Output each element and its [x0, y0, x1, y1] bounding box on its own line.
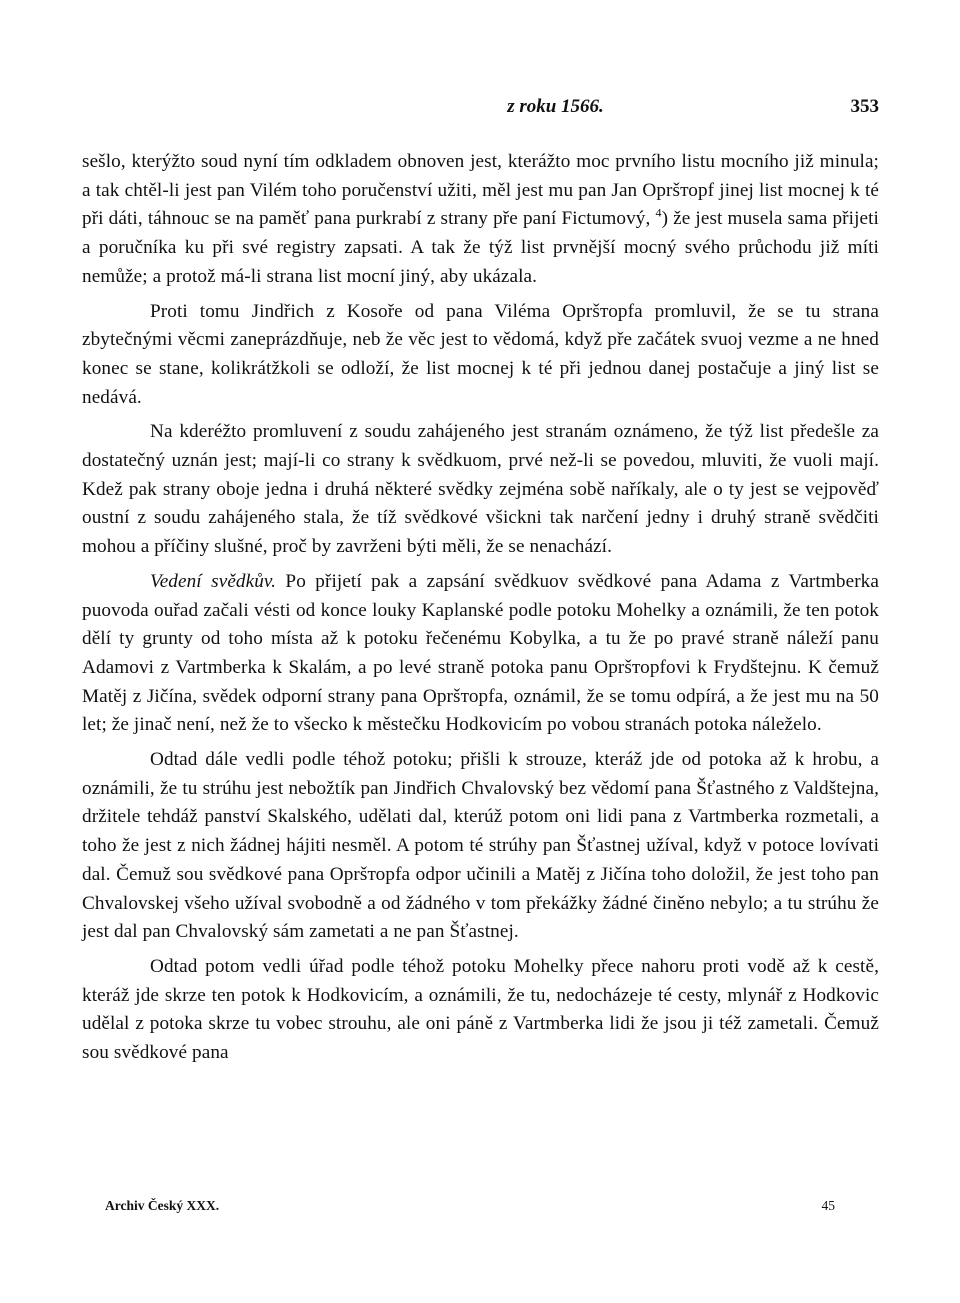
page-number: 353: [850, 96, 879, 117]
paragraph: [82, 746, 879, 947]
paragraph: [82, 418, 879, 562]
running-header: [82, 96, 879, 126]
paragraph-text: Po přijetí pak a zapsání svědkuov svědkové pana Adama z Vartmberka puovoda ouřad začali vésti od konce louky Kaplanské podle potoku Mohelky a oznámili, že ten potok dělí ty grunty od toho místa až k potoku řečenému Kobylka, a tu že po pravé straně náleží panu Adamovi z Vartmberka k Skalám, a po levé straně potoka panu Opršторfovi k Frydštejnu. K čemuž Matěj z Jičína, svědek odporní strany pana Opršторfa, oznámil, že se tomu odpírá, a že jest mu na 50 let; že jinač není, než že to všecko k městečku Hodkovicím po vobou stranách potoka náleželo.: [82, 570, 879, 736]
paragraph-text: Na kderéžto promluvení z soudu zahájeného jest stranám oznámeno, že týž list předešle za dostatečný uznán jest; mají-li co strany k svědkuom, prvé než-li se povedou, mluviti, že vuoli mají. Kdež pak strany oboje jedna i druhá některé svědky zejména sobě naříkaly, ale o ty jest se vejpověď oustní z soudu zahájeného stala, že tíž svědkové všickni tak narčení jedny i druhý straně svědčiti mohou a příčiny slušné, proč by zavrženi býti měli, že se nenachází.: [82, 421, 879, 558]
running-title: z roku 1566.: [507, 96, 604, 117]
paragraph-text: Proti tomu Jindřich z Kosoře od pana Viléma Opršторfa promluvil, že se tu strana zbytečnými věcmi zaneprázdňuje, neb že věc jest to vědomá, když pře začátek svuoj vezme a ne hned konec se stane, kolikrátžkoli se odloží, že list mocnej k té při jednou danej postačuje a jiný list se nedává.: [82, 300, 879, 408]
footer-source: Archiv Český XXX.: [105, 1198, 220, 1213]
section-heading: Vedení svědkův.: [150, 570, 277, 592]
paragraph-text: sešlo, kterýžto soud nyní tím odkladem obnoven jest, kterážto moc prvního listu mocního již minula; a tak chtěl-li jest pan Vilém toho poručenství užiti, měl jest mu pan Jan Opršторf jinej list mocnej k té při dáti, táhnouc se na paměť pana purkrabí z strany pře paní Fictumový,: [82, 151, 879, 230]
paragraph: [82, 298, 879, 413]
paragraph-text: Odtad potom vedli úřad podle téhož potoku Mohelky přece nahoru proti vodě až k cestě, kteráž jde skrze ten potok k Hodkovicím, a oznámili, že tu, nedocházeje té cesty, mlynář z Hodkovic udělal z potoka skrze tu vobec strouhu, ale oni páně z Vartmberka lidi že jsou ji též zametali. Čemuž sou svědkové pana: [82, 955, 879, 1064]
paragraph: [82, 953, 879, 1068]
document-page: [82, 96, 879, 1074]
paragraph: [82, 568, 879, 740]
paragraph: [82, 148, 879, 292]
body-text: [82, 148, 879, 1068]
footer-signature: 45: [821, 1198, 835, 1213]
paragraph-text: Odtad dále vedli podle téhož potoku; přišli k strouze, kteráž jde od potoka až k hrobu, a oznámili, že tu strúhu jest nebožtík pan Jindřich Chvalovský bez vědomí pana Šťastného z Valdštejna, držitele tehdáž panství Skalského, udělati dal, kterúž potom oni lidi pana z Vartmberka rozmetali, a toho že jest z nich žádnej hájiti nesměl. A potom té strúhy pan Šťastnej užíval, když v potoce lovívati dal. Čemuž sou svědkové pana Opršторfa odpor učinili a Matěj z Jičína toho doložil, že jest toho pan Chvalovskej všeho užíval svobodně a od žádného v tom překážky žádné činěno nebylo; a tu strúhu že jest dal pan Chvalovský sám zametati a ne pan Šťastnej.: [82, 749, 879, 943]
footnote-marker: 4: [655, 206, 662, 221]
paragraph-text: ) že jest musela sama přijeti a poručníka ku při své registry zapsati. A tak že týž list prvnější mocný svého průchodu již míti nemůže; a protož má-li strana list mocní jiný, aby ukázala.: [82, 208, 879, 287]
